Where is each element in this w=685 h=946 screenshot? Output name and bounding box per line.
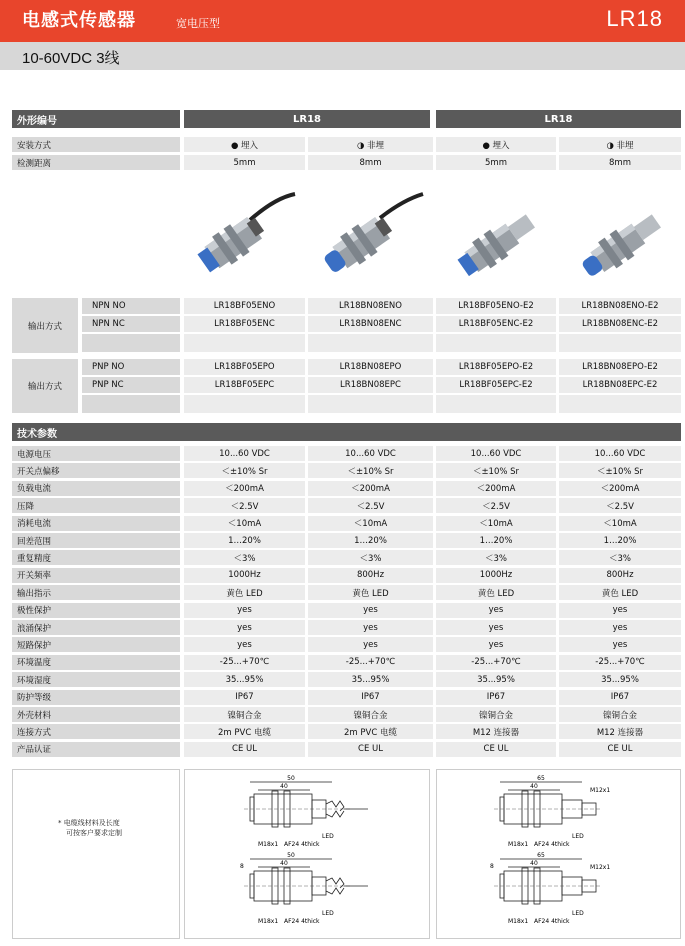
spec-value: ＜3% [308, 550, 433, 565]
spec-label: 负载电流 [12, 481, 180, 496]
connector-drawing-flush-body-dim: 40 [530, 783, 538, 790]
spec-label: 极性保护 [12, 603, 180, 618]
spec-value: 10...60 VDC [559, 446, 681, 461]
pnp-model: LR18BN08EPO [308, 359, 433, 375]
note-line-2: 可按客户要求定制 [66, 829, 122, 837]
npn-model: LR18BN08ENC [308, 316, 433, 332]
spec-value: 35...95% [184, 672, 305, 687]
spec-value: ＜2.5V [559, 498, 681, 513]
mount-value: ◑ 非埋 [559, 137, 681, 152]
spec-label: 短路保护 [12, 637, 180, 652]
spec-value: 35...95% [559, 672, 681, 687]
spec-label: 环境温度 [12, 655, 180, 670]
spec-value: 镍铜合金 [308, 707, 433, 722]
spec-value: 10...60 VDC [308, 446, 433, 461]
model-label: LR18 [606, 6, 663, 31]
spec-value: 2m PVC 电缆 [184, 724, 305, 739]
npn-model: LR18BF05ENO-E2 [436, 298, 556, 314]
pnp-type-label: PNP NC [82, 377, 180, 393]
spec-value: 35...95% [308, 672, 433, 687]
connector-drawing-flush-connector-dim: M12x1 [590, 787, 611, 794]
spec-value: yes [436, 620, 556, 635]
connector-drawing-flush-thread-label: M18x1 [508, 841, 529, 848]
spec-value: 800Hz [308, 568, 433, 583]
spec-label: 消耗电流 [12, 516, 180, 531]
spec-value: 黄色 LED [436, 585, 556, 600]
npn-type-label: NPN NO [82, 298, 180, 314]
spec-label: 压降 [12, 498, 180, 513]
spec-value: -25...+70℃ [436, 655, 556, 670]
spec-value: yes [308, 620, 433, 635]
distance-value: 8mm [559, 155, 681, 170]
spec-value: yes [436, 637, 556, 652]
shape-label: 外形编号 [12, 110, 180, 128]
cable-drawing-nonflush-body-dim: 40 [280, 860, 288, 867]
spec-value: ＜200mA [559, 481, 681, 496]
spec-value: -25...+70℃ [184, 655, 305, 670]
pnp-model: LR18BN08EPC [308, 377, 433, 393]
spec-value: yes [308, 603, 433, 618]
spec-label: 回差范围 [12, 533, 180, 548]
pnp-model: LR18BF05EPC [184, 377, 305, 393]
connector-drawing-nonflush-body-dim: 40 [530, 860, 538, 867]
spec-label: 防护等级 [12, 690, 180, 705]
spec-value: ＜2.5V [436, 498, 556, 513]
spec-value: 黄色 LED [559, 585, 681, 600]
cable-drawing-flush-af-label: AF24 4thick [284, 841, 320, 848]
npn-model: LR18BN08ENC-E2 [559, 316, 681, 332]
page-title: 电感式传感器 [22, 10, 136, 31]
npn-model: LR18BF05ENC-E2 [436, 316, 556, 332]
cable-drawing-flush-led-label: LED [322, 833, 334, 840]
connector-drawing-flush-total-dim: 65 [537, 775, 545, 782]
spec-value: 黄色 LED [184, 585, 305, 600]
spec-value: 1…20% [308, 533, 433, 548]
pnp-output-label: 输出方式 [12, 359, 78, 413]
connector-drawing-nonflush-total-dim: 65 [537, 852, 545, 859]
cable-drawing-flush-thread-label: M18x1 [258, 841, 279, 848]
spec-value: 1000Hz [184, 568, 305, 583]
distance-value: 5mm [184, 155, 305, 170]
spec-value: CE UL [559, 742, 681, 757]
npn-model: LR18BN08ENO [308, 298, 433, 314]
spec-value: M12 连接器 [559, 724, 681, 739]
spec-value: 1…20% [436, 533, 556, 548]
mount-value: ● 埋入 [436, 137, 556, 152]
spec-value: 1000Hz [436, 568, 556, 583]
spec-value: ＜10mA [436, 516, 556, 531]
spec-value: -25...+70℃ [308, 655, 433, 670]
cable-drawing-nonflush-thread-label: M18x1 [258, 918, 279, 925]
cable-drawing-flush-body-dim: 40 [280, 783, 288, 790]
spec-value: 1…20% [559, 533, 681, 548]
spec-value: 黄色 LED [308, 585, 433, 600]
mount-value: ● 埋入 [184, 137, 305, 152]
spec-value: ＜±10% Sr [559, 463, 681, 478]
cable-gap-dim: 8 [240, 863, 244, 870]
distance-label: 检测距离 [12, 155, 180, 170]
cable-drawing-nonflush-af-label: AF24 4thick [284, 918, 320, 925]
pnp-type-label: PNP NO [82, 359, 180, 375]
connector-gap-dim: 8 [490, 863, 494, 870]
spec-value: 镍铜合金 [436, 707, 556, 722]
spec-value: 10...60 VDC [436, 446, 556, 461]
spec-label: 电源电压 [12, 446, 180, 461]
spec-value: IP67 [184, 690, 305, 705]
mount-label: 安装方式 [12, 137, 180, 152]
spec-value: yes [559, 620, 681, 635]
cable-drawing-flush-total-dim: 50 [287, 775, 295, 782]
connector-drawing-flush-af-label: AF24 4thick [534, 841, 570, 848]
pnp-model: LR18BN08EPC-E2 [559, 377, 681, 393]
spec-value: ＜±10% Sr [308, 463, 433, 478]
npn-model: LR18BF05ENC [184, 316, 305, 332]
spec-value: yes [184, 637, 305, 652]
page-subtitle: 宽电压型 [176, 17, 220, 30]
pnp-model: LR18BF05EPC-E2 [436, 377, 556, 393]
spec-value: 镍铜合金 [184, 707, 305, 722]
spec-value: ＜±10% Sr [436, 463, 556, 478]
spec-value: yes [559, 603, 681, 618]
spec-label: 外壳材料 [12, 707, 180, 722]
spec-value: ＜10mA [308, 516, 433, 531]
spec-value: ＜200mA [184, 481, 305, 496]
spec-label: 开关频率 [12, 568, 180, 583]
npn-model: LR18BN08ENO-E2 [559, 298, 681, 314]
spec-value: ＜200mA [308, 481, 433, 496]
connector-drawing-nonflush-thread-label: M18x1 [508, 918, 529, 925]
subheader-text: 10-60VDC 3线 [22, 50, 120, 67]
spec-value: ＜3% [559, 550, 681, 565]
spec-label: 输出指示 [12, 585, 180, 600]
spec-value: 10...60 VDC [184, 446, 305, 461]
spec-label: 重复精度 [12, 550, 180, 565]
spec-value: CE UL [184, 742, 305, 757]
cable-drawing-nonflush-total-dim: 50 [287, 852, 295, 859]
spec-value: ＜10mA [184, 516, 305, 531]
connector-drawing-flush-led-label: LED [572, 833, 584, 840]
shape-group-2: LR18 [436, 110, 681, 128]
spec-value: IP67 [308, 690, 433, 705]
spec-value: ＜±10% Sr [184, 463, 305, 478]
spec-value: yes [184, 620, 305, 635]
npn-type-label: NPN NC [82, 316, 180, 332]
spec-value: yes [184, 603, 305, 618]
npn-model: LR18BF05ENO [184, 298, 305, 314]
shape-group-1: LR18 [184, 110, 430, 128]
pnp-model: LR18BF05EPO-E2 [436, 359, 556, 375]
spec-value: ＜2.5V [308, 498, 433, 513]
mount-value: ◑ 非埋 [308, 137, 433, 152]
spec-value: yes [436, 603, 556, 618]
spec-value: CE UL [436, 742, 556, 757]
spec-label: 开关点偏移 [12, 463, 180, 478]
note-line-1: * 电缆线材料及长度 [58, 819, 120, 827]
specs-title: 技术参数 [12, 423, 681, 441]
distance-value: 8mm [308, 155, 433, 170]
spec-value: M12 连接器 [436, 724, 556, 739]
spec-value: ＜10mA [559, 516, 681, 531]
distance-value: 5mm [436, 155, 556, 170]
npn-output-label: 输出方式 [12, 298, 78, 353]
spec-value: IP67 [559, 690, 681, 705]
spec-value: 35...95% [436, 672, 556, 687]
connector-drawing-nonflush-connector-dim: M12x1 [590, 864, 611, 871]
spec-value: 2m PVC 电缆 [308, 724, 433, 739]
spec-value: 1…20% [184, 533, 305, 548]
spec-value: yes [308, 637, 433, 652]
spec-label: 产品认证 [12, 742, 180, 757]
spec-value: yes [559, 637, 681, 652]
spec-value: ＜200mA [436, 481, 556, 496]
spec-label: 连接方式 [12, 724, 180, 739]
spec-value: 镍铜合金 [559, 707, 681, 722]
pnp-model: LR18BF05EPO [184, 359, 305, 375]
connector-drawing-nonflush-af-label: AF24 4thick [534, 918, 570, 925]
pnp-model: LR18BN08EPO-E2 [559, 359, 681, 375]
spec-value: IP67 [436, 690, 556, 705]
spec-label: 浪涌保护 [12, 620, 180, 635]
cable-drawing-nonflush-led-label: LED [322, 910, 334, 917]
spec-value: ＜3% [436, 550, 556, 565]
spec-value: ＜2.5V [184, 498, 305, 513]
connector-drawing-nonflush-led-label: LED [572, 910, 584, 917]
spec-value: ＜3% [184, 550, 305, 565]
spec-value: 800Hz [559, 568, 681, 583]
spec-value: -25...+70℃ [559, 655, 681, 670]
spec-label: 环境湿度 [12, 672, 180, 687]
spec-value: CE UL [308, 742, 433, 757]
